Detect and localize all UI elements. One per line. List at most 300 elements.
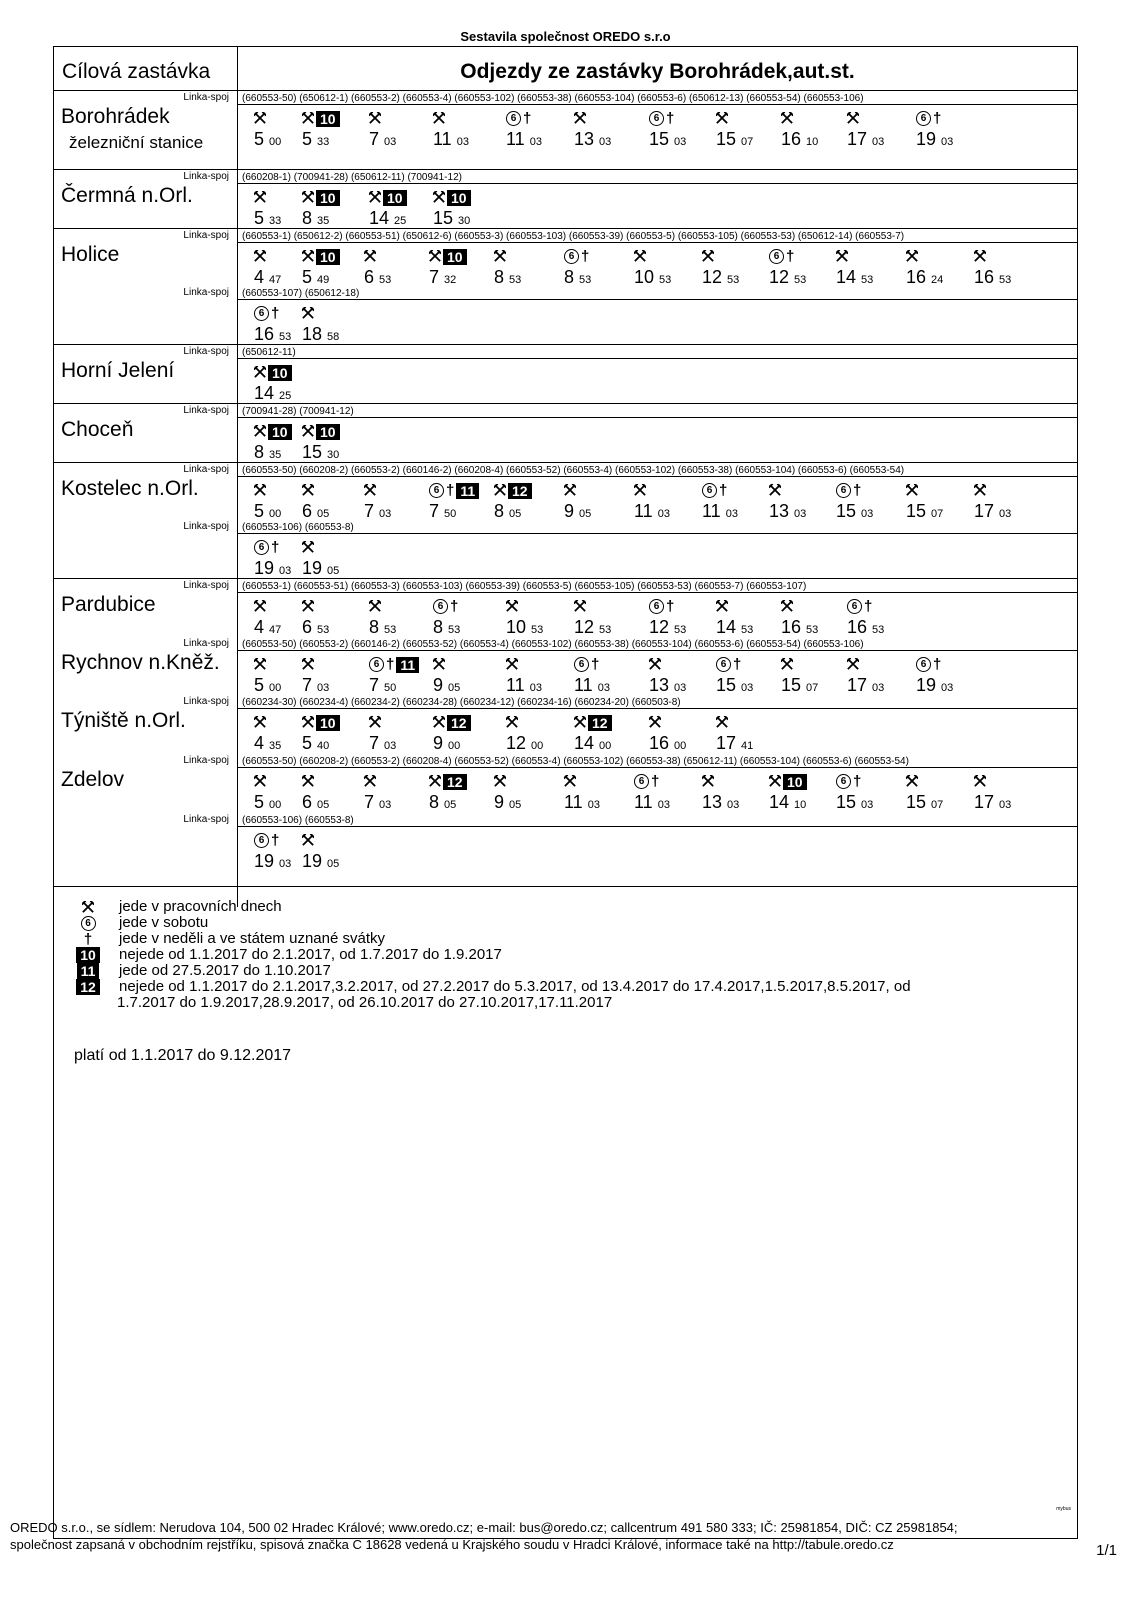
- departure: [302, 538, 372, 581]
- legend-text-line: jede v neděli a ve státem uznané svátky: [119, 930, 385, 947]
- saturday-icon: 6: [716, 657, 731, 672]
- codes-divider: [238, 826, 1077, 827]
- departure: [494, 772, 564, 815]
- workdays-icon: [769, 482, 781, 500]
- departure-hour: 5: [302, 267, 313, 287]
- departure: [649, 713, 719, 756]
- departure-hour: 6: [302, 792, 313, 812]
- departure-minute: 49: [317, 274, 330, 286]
- departure-minute: 50: [444, 508, 457, 520]
- departure-symbols: [916, 655, 986, 674]
- departure: [302, 831, 372, 874]
- departure-hour: 11: [506, 129, 525, 149]
- route-codes: (650612-11): [242, 347, 296, 358]
- workdays-icon: [433, 189, 445, 207]
- departure-hour: 12: [769, 267, 790, 287]
- departure-minute: 03: [529, 136, 542, 148]
- sunday-cross-icon: †: [446, 482, 455, 499]
- departure-hour: 9: [564, 501, 575, 521]
- table-bottom-line: [54, 886, 1077, 887]
- codes-divider: [238, 533, 1077, 534]
- departure: [836, 772, 906, 815]
- departure-hour: 16: [847, 617, 868, 637]
- workdays-icon: [494, 482, 506, 500]
- saturday-icon: 6: [81, 916, 96, 931]
- sunday-cross-icon: †: [666, 598, 675, 615]
- departure: [369, 109, 439, 152]
- departure-symbols: [974, 481, 1044, 500]
- departure: [716, 713, 786, 756]
- sunday-cross-icon: †: [83, 930, 93, 948]
- departure-time: [916, 129, 986, 152]
- departure: [364, 481, 434, 524]
- departure-symbols: [302, 422, 372, 441]
- workdays-icon: [769, 773, 781, 791]
- departure: [836, 247, 906, 290]
- departure-time: [302, 851, 372, 874]
- departure: [494, 247, 564, 290]
- legend-text: [119, 947, 1024, 963]
- workdays-icon: [574, 714, 586, 732]
- workdays-icon: [634, 482, 646, 500]
- stop-name: Borohrádek: [61, 105, 170, 128]
- departure-time: [634, 792, 704, 815]
- departure-symbols: [836, 247, 906, 266]
- departure-symbols: [574, 655, 644, 674]
- departure-time: [716, 733, 786, 756]
- departure-hour: 14: [716, 617, 737, 637]
- departure-hour: 4: [254, 267, 265, 287]
- note-badge-10: 10: [268, 365, 292, 381]
- departure-minute: 53: [861, 274, 874, 286]
- workdays-icon: [369, 189, 381, 207]
- departure-hour: 15: [649, 129, 670, 149]
- departure-hour: 13: [574, 129, 595, 149]
- linka-spoj-label: Linka-spoj: [183, 521, 229, 532]
- departure-minute: 03: [741, 682, 754, 694]
- departure-minute: 53: [794, 274, 807, 286]
- sunday-cross-icon: †: [450, 598, 459, 615]
- departure: [916, 109, 986, 152]
- page-number: 1/1: [1096, 1542, 1117, 1559]
- departure-minute: 03: [999, 508, 1012, 520]
- departure-symbols: [974, 772, 1044, 791]
- workdays-icon: [564, 773, 576, 791]
- departure-time: [847, 129, 917, 152]
- departure-minute: 03: [657, 799, 670, 811]
- departure-time: [649, 733, 719, 756]
- departure-hour: 7: [302, 675, 313, 695]
- workdays-icon: [302, 305, 314, 323]
- departure: [634, 247, 704, 290]
- departure-symbols: [649, 655, 719, 674]
- stop-block: [54, 754, 1077, 813]
- legend-symbol: [74, 947, 104, 963]
- stop-block: [54, 695, 1077, 754]
- sunday-cross-icon: †: [271, 305, 280, 322]
- departure-minute: 07: [931, 508, 944, 520]
- departure-minute: 58: [327, 331, 340, 343]
- departure-minute: 05: [509, 508, 522, 520]
- departure-hour: 15: [716, 129, 737, 149]
- departure-minute: 53: [509, 274, 522, 286]
- departure-symbols: [906, 772, 976, 791]
- departure-minute: 47: [269, 624, 282, 636]
- stop-block: [54, 578, 1077, 638]
- workdays-icon: [506, 714, 518, 732]
- departure-time: [702, 792, 772, 815]
- saturday-icon: 6: [433, 599, 448, 614]
- departure-hour: 5: [254, 208, 265, 228]
- workdays-icon: [302, 248, 314, 266]
- stop-block: [54, 403, 1077, 462]
- departure: [433, 109, 503, 152]
- departure-time: [506, 129, 576, 152]
- codes-divider: [238, 183, 1077, 184]
- note-badge-10: 10: [268, 424, 292, 440]
- workdays-icon: [302, 832, 314, 850]
- departure-minute: 00: [269, 682, 282, 694]
- linka-spoj-label: Linka-spoj: [183, 580, 229, 591]
- route-codes: (660553-50) (660208-2) (660553-2) (660146-2) (660208-4) (660553-52) (660553-4) (660553-102) (660553-38) (660553-104) (660553-6) (660553-54): [242, 465, 905, 476]
- validity-text: platí od 1.1.2017 do 9.12.2017: [74, 1047, 292, 1064]
- departure-hour: 8: [254, 442, 265, 462]
- departure-symbols: [716, 597, 786, 616]
- saturday-icon: 6: [564, 249, 579, 264]
- departure-minute: 03: [456, 136, 469, 148]
- codes-divider: [238, 242, 1077, 243]
- departure-hour: 13: [702, 792, 723, 812]
- departure-hour: 5: [302, 733, 313, 753]
- departure-time: [506, 733, 576, 756]
- departure-symbols: [769, 772, 839, 791]
- route-codes: (660553-106) (660553-8): [242, 522, 354, 533]
- departure: [302, 481, 375, 524]
- departure-hour: 14: [769, 792, 790, 812]
- departure-symbols: [916, 109, 986, 128]
- departure-time: [369, 129, 439, 152]
- departure-minute: 03: [861, 799, 874, 811]
- departure-time: [974, 792, 1044, 815]
- departure-minute: 03: [529, 682, 542, 694]
- departure: [716, 109, 786, 152]
- departure: [364, 247, 434, 290]
- departure-minute: 00: [448, 740, 461, 752]
- departure-hour: 17: [716, 733, 737, 753]
- note-badge-11: 11: [456, 483, 479, 499]
- departure-hour: 7: [369, 675, 380, 695]
- departure: [302, 772, 375, 815]
- workdays-icon: [634, 248, 646, 266]
- route-codes: (660553-50) (660553-2) (660146-2) (660553-52) (660553-4) (660553-102) (660553-38) (660553-104) (660553-6) (660553-54) (660553-106): [242, 639, 864, 650]
- departure-minute: 03: [674, 682, 687, 694]
- departure-symbols: [906, 481, 976, 500]
- departure-minute: 03: [657, 508, 670, 520]
- departure: [302, 597, 372, 640]
- workdays-icon: [847, 656, 859, 674]
- note-badge-10: 10: [316, 424, 340, 440]
- departure-hour: 6: [302, 617, 313, 637]
- departure: [506, 109, 576, 152]
- stop-name: Choceň: [61, 418, 134, 441]
- departure-symbols: [433, 188, 503, 207]
- route-codes: (660553-50) (650612-1) (660553-2) (660553-4) (660553-102) (660553-38) (660553-104) (660553-6) (650612-13) (660553-54) (660553-106): [242, 93, 864, 104]
- departure-hour: 15: [836, 792, 857, 812]
- legend-text: [119, 931, 1024, 947]
- footer-brand: mybus: [1056, 1506, 1071, 1512]
- departure-hour: 15: [906, 501, 927, 521]
- workdays-icon: [254, 248, 266, 266]
- linka-spoj-label: Linka-spoj: [183, 287, 229, 298]
- route-codes: (660553-50) (660208-2) (660553-2) (660208-4) (660553-52) (660553-4) (660553-102) (660553-38) (650612-11) (660553-104) (660553-6) (660553-54): [242, 756, 909, 767]
- workdays-icon: [254, 364, 266, 382]
- departure-symbols: [302, 655, 372, 674]
- workdays-icon: [254, 189, 266, 207]
- departure-symbols: [302, 109, 372, 128]
- workdays-icon: [429, 248, 441, 266]
- departure-minute: 03: [727, 799, 740, 811]
- sunday-cross-icon: †: [933, 656, 942, 673]
- workdays-icon: [781, 656, 793, 674]
- workdays-icon: [302, 773, 314, 791]
- footer-line-1: OREDO s.r.o., se sídlem: Nerudova 104, 500 02 Hradec Králové; www.oredo.cz; e-mail: bus@oredo.cz; callcentrum 491 580 333; IČ: 25981854, DIČ: CZ 25981854;: [10, 1520, 958, 1535]
- saturday-icon: 6: [836, 483, 851, 498]
- departure-symbols: [649, 109, 719, 128]
- departure-minute: 50: [384, 682, 397, 694]
- departure: [564, 481, 634, 524]
- departure-minute: 53: [599, 624, 612, 636]
- departure-symbols: [769, 247, 839, 266]
- departure-symbols: [369, 713, 439, 732]
- departure-symbols: [781, 597, 851, 616]
- stop-name: Rychnov n.Kněž.: [61, 651, 220, 674]
- legend-symbol: [74, 979, 104, 995]
- departure-minute: 03: [384, 740, 397, 752]
- departure-minute: 25: [279, 390, 292, 402]
- codes-divider: [238, 358, 1077, 359]
- departure: [302, 109, 372, 152]
- departure-hour: 8: [429, 792, 440, 812]
- note-badge-12: 12: [588, 715, 612, 731]
- departure-hour: 11: [702, 501, 721, 521]
- route-codes: (660553-107) (650612-18): [242, 288, 360, 299]
- departure-symbols: [634, 247, 704, 266]
- departure-symbols: [574, 713, 644, 732]
- departure-hour: 14: [836, 267, 857, 287]
- footer: [10, 1519, 958, 1553]
- departure-minute: 00: [269, 508, 282, 520]
- departure-symbols: [634, 772, 704, 791]
- departure-minute: 35: [269, 449, 282, 461]
- saturday-icon: 6: [506, 111, 521, 126]
- departure-minute: 33: [317, 136, 330, 148]
- departure: [702, 247, 772, 290]
- workdays-icon: [364, 482, 376, 500]
- departure-minute: 05: [317, 799, 330, 811]
- workdays-icon: [82, 899, 94, 915]
- departure-minute: 07: [931, 799, 944, 811]
- departure-minute: 03: [379, 799, 392, 811]
- departure-symbols: [564, 772, 634, 791]
- workdays-icon: [574, 110, 586, 128]
- stop-block: [54, 344, 1077, 403]
- workdays-icon: [302, 110, 314, 128]
- departure: [506, 713, 576, 756]
- sunday-cross-icon: †: [864, 598, 873, 615]
- departure-time: [302, 733, 372, 756]
- departure-symbols: [302, 772, 372, 791]
- departure-symbols: [429, 772, 499, 791]
- linka-spoj-label: Linka-spoj: [183, 346, 229, 357]
- legend-symbol: [74, 915, 104, 931]
- departure-hour: 19: [916, 129, 937, 149]
- workdays-icon: [716, 714, 728, 732]
- departure-hour: 5: [302, 129, 313, 149]
- route-codes: (660234-30) (660234-4) (660234-2) (660234-28) (660234-12) (660234-16) (660234-20) (660503-8): [242, 697, 681, 708]
- departure-hour: 16: [781, 617, 802, 637]
- departure-time: [781, 129, 851, 152]
- departure-hour: 15: [906, 792, 927, 812]
- departure: [564, 247, 634, 290]
- sunday-cross-icon: †: [733, 656, 742, 673]
- departure-symbols: [716, 713, 786, 732]
- codes-divider: [238, 417, 1077, 418]
- departure-hour: 8: [433, 617, 444, 637]
- departure: [974, 481, 1044, 524]
- departure: [702, 481, 772, 524]
- departure-hour: 8: [369, 617, 380, 637]
- departure-minute: 05: [579, 508, 592, 520]
- saturday-icon: 6: [369, 657, 384, 672]
- departure-hour: 16: [781, 129, 802, 149]
- departure-symbols: [494, 772, 564, 791]
- legend-symbol: [74, 931, 104, 947]
- sunday-cross-icon: †: [666, 110, 675, 127]
- departure: [781, 109, 851, 152]
- sunday-cross-icon: †: [271, 539, 280, 556]
- departure: [781, 655, 851, 698]
- departure-time: [302, 792, 375, 815]
- departure-hour: 15: [302, 442, 323, 462]
- codes-divider: [238, 708, 1077, 709]
- linka-spoj-label: Linka-spoj: [183, 755, 229, 766]
- departure-symbols: [369, 109, 439, 128]
- note-badge-10: 10: [783, 774, 807, 790]
- departure-time: [574, 129, 644, 152]
- departure-hour: 17: [847, 675, 868, 695]
- destination-heading: Cílová zastávka: [62, 60, 211, 83]
- departure: [716, 655, 786, 698]
- departure-symbols: [702, 481, 772, 500]
- departure-hour: 17: [974, 792, 995, 812]
- linka-spoj-label: Linka-spoj: [183, 696, 229, 707]
- departure-symbols: [302, 831, 372, 850]
- departure-symbols: [429, 481, 499, 500]
- departure-minute: 53: [741, 624, 754, 636]
- departure-minute: 53: [659, 274, 672, 286]
- departure-symbols: [781, 655, 851, 674]
- departure-symbols: [574, 597, 644, 616]
- route-codes: (660553-1) (650612-2) (660553-51) (650612-6) (660553-3) (660553-103) (660553-39) (660553-5) (660553-105) (660553-53) (650612-14) (660553-7): [242, 231, 905, 242]
- departure-hour: 6: [302, 501, 313, 521]
- departure-hour: 7: [429, 267, 440, 287]
- departure-minute: 03: [279, 565, 292, 577]
- departure-symbols: [906, 247, 976, 266]
- departure-hour: 13: [649, 675, 670, 695]
- departure-symbols: [716, 109, 786, 128]
- departure-time: [564, 792, 634, 815]
- departure: [429, 772, 499, 815]
- departure: [433, 713, 503, 756]
- legend-text-line: nejede od 1.1.2017 do 2.1.2017, od 1.7.2017 do 1.9.2017: [119, 946, 502, 963]
- departure-hour: 19: [254, 558, 275, 578]
- sunday-cross-icon: †: [386, 656, 395, 673]
- departure-minute: 05: [509, 799, 522, 811]
- workdays-icon: [906, 482, 918, 500]
- departure-symbols: [433, 597, 503, 616]
- linka-spoj-label: Linka-spoj: [183, 92, 229, 103]
- stop-name: Holice: [61, 243, 120, 266]
- departure-minute: 03: [725, 508, 738, 520]
- departure-hour: 17: [974, 501, 995, 521]
- departure: [364, 772, 434, 815]
- departure-symbols: [302, 713, 372, 732]
- departure-hour: 8: [494, 267, 505, 287]
- departure-symbols: [429, 247, 499, 266]
- departure: [634, 481, 704, 524]
- departure-minute: 00: [674, 740, 687, 752]
- departure: [916, 655, 986, 698]
- departure-minute: 03: [597, 682, 610, 694]
- workdays-icon: [494, 248, 506, 266]
- departure-minute: 53: [317, 624, 330, 636]
- sunday-cross-icon: †: [271, 832, 280, 849]
- saturday-icon: 6: [574, 657, 589, 672]
- legend-text: [119, 899, 1024, 915]
- workdays-icon: [364, 248, 376, 266]
- departure-hour: 5: [254, 675, 265, 695]
- departure-symbols: [836, 481, 906, 500]
- workdays-icon: [906, 773, 918, 791]
- legend-text-line: jede v sobotu: [119, 914, 209, 931]
- departure-minute: 53: [531, 624, 544, 636]
- departure-minute: 07: [741, 136, 754, 148]
- departure-time: [429, 792, 499, 815]
- departure: [494, 481, 564, 524]
- departure-minute: 53: [999, 274, 1012, 286]
- stop-block-continued: [54, 286, 1077, 344]
- stop-subname: železniční stanice: [69, 133, 204, 152]
- footer-line-2: společnost zapsaná v obchodním rejstříku, spisová značka C 18628 vedená u Krajského soudu v Hradci Králové, informace také na http://tabule.oredo.cz: [10, 1537, 894, 1552]
- departure-symbols: [302, 304, 372, 323]
- departure: [433, 188, 503, 231]
- departure-hour: 19: [916, 675, 937, 695]
- route-codes: (660553-106) (660553-8): [242, 815, 354, 826]
- departure: [506, 655, 576, 698]
- workdays-icon: [506, 656, 518, 674]
- departure-hour: 16: [254, 324, 275, 344]
- workdays-icon: [906, 248, 918, 266]
- departure-minute: 03: [861, 508, 874, 520]
- saturday-icon: 6: [847, 599, 862, 614]
- departure-hour: 18: [302, 324, 323, 344]
- workdays-icon: [369, 598, 381, 616]
- departure-symbols: [254, 363, 324, 382]
- departure-minute: 53: [448, 624, 461, 636]
- workdays-icon: [974, 773, 986, 791]
- legend-text: [119, 915, 1024, 931]
- workdays-icon: [369, 714, 381, 732]
